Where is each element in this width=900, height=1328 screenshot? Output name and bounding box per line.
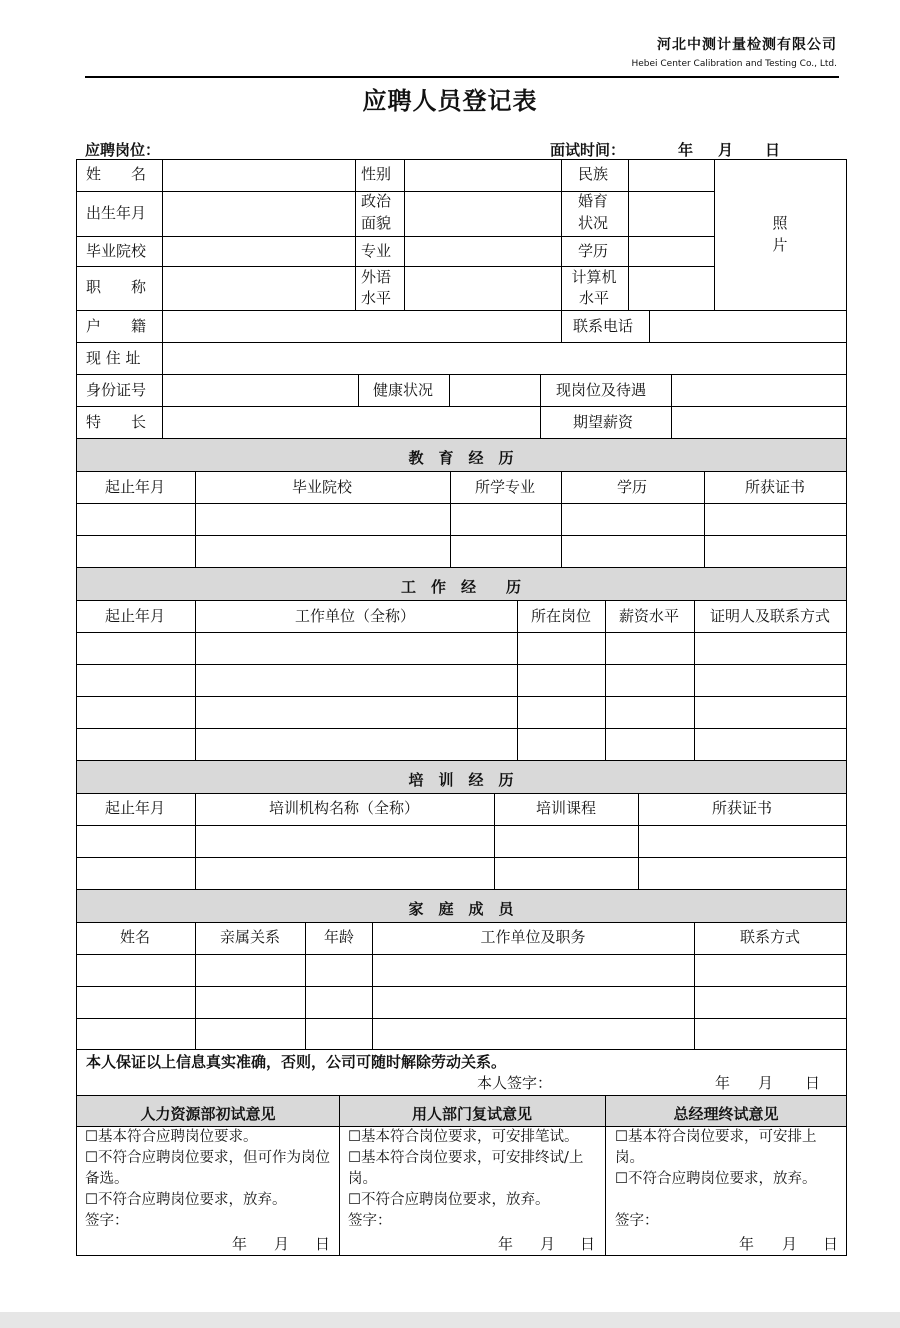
- label-major: 专业: [361, 242, 392, 260]
- dept-option-2[interactable]: ☐基本符合岗位要求，可安排终试/上岗。: [348, 1150, 584, 1187]
- fam-col-name: 姓名: [119, 928, 151, 946]
- interview-time: [550, 139, 625, 160]
- label-current-job: 现岗位及待遇: [556, 381, 647, 399]
- train-col-institution: 培训机构名称（全称）: [268, 799, 420, 817]
- gm-option-1[interactable]: ☐基本符合岗位要求，可安排上岗。: [615, 1129, 817, 1166]
- work-col-company: 工作单位（全称）: [294, 607, 416, 625]
- company-name-en: Hebei Center Calibration and Testing Co., Ltd.: [631, 59, 837, 69]
- position-label: 应聘岗位：: [85, 141, 161, 159]
- family-title: 家 庭 成 员: [408, 900, 514, 918]
- fam-col-age: 年龄: [323, 928, 355, 946]
- label-idcard: 身份证号: [86, 381, 147, 399]
- work-title: 工 作 经 历: [400, 578, 522, 596]
- work-col-salary: 薪资水平: [618, 607, 680, 625]
- hr-date-year: 年: [232, 1235, 248, 1253]
- label-health: 健康状况: [373, 381, 434, 399]
- dept-sign-label: 签字：: [348, 1213, 392, 1229]
- hr-option-3[interactable]: ☐不符合应聘岗位要求，放弃。: [85, 1192, 287, 1208]
- dept-option-1[interactable]: ☐基本符合岗位要求，可安排笔试。: [348, 1129, 579, 1145]
- label-lang-1: 外语: [361, 268, 392, 286]
- declaration-month: 月: [758, 1074, 774, 1092]
- declaration-signature: 本人签字：: [477, 1074, 553, 1092]
- label-specialty: 特 长: [86, 413, 147, 431]
- dept-date-year: 年: [498, 1235, 514, 1253]
- gm-date-year: 年: [739, 1235, 755, 1253]
- viewer-bottom-bar: [0, 1312, 900, 1328]
- declaration-year: 年: [715, 1074, 731, 1092]
- gm-opinion-options: [615, 1127, 843, 1232]
- hr-option-1[interactable]: ☐基本符合应聘岗位要求。: [85, 1129, 258, 1145]
- declaration-text: 本人保证以上信息真实准确，否则，公司可随时解除劳动关系。: [86, 1053, 507, 1071]
- label-gender: 性别: [361, 165, 392, 183]
- hr-date-month: 月: [274, 1235, 290, 1253]
- gm-date-day: 日: [823, 1235, 839, 1253]
- label-salary: 期望薪资: [573, 413, 634, 431]
- page-title: 应聘人员登记表: [362, 87, 538, 115]
- label-hukou: 户 籍: [86, 317, 147, 335]
- dept-date-month: 月: [540, 1235, 556, 1253]
- label-marital-2: 状况: [578, 214, 609, 232]
- photo-label-2: 片: [772, 236, 788, 254]
- dept-date-day: 日: [580, 1235, 596, 1253]
- label-name: 姓 名: [86, 165, 147, 183]
- edu-col-school: 毕业院校: [291, 478, 353, 496]
- gm-sign-label: 签字：: [615, 1213, 659, 1229]
- label-ethnicity: 民族: [578, 165, 609, 183]
- gm-opinion-title: 总经理终试意见: [673, 1105, 779, 1123]
- label-title: 职 称: [86, 278, 147, 296]
- hr-sign-label: 签字：: [85, 1213, 129, 1229]
- declaration-day: 日: [805, 1074, 821, 1092]
- edu-col-degree: 学历: [616, 478, 648, 496]
- training-title: 培 训 经 历: [408, 771, 514, 789]
- hr-opinion-title: 人力资源部初试意见: [140, 1105, 276, 1123]
- dept-opinion-title: 用人部门复试意见: [411, 1105, 533, 1123]
- label-computer-2: 水平: [578, 289, 610, 307]
- work-col-period: 起止年月: [104, 607, 166, 625]
- label-computer-1: 计算机: [571, 268, 617, 286]
- label-lang-2: 水平: [361, 289, 392, 307]
- photo-label-1: 照: [772, 214, 788, 232]
- dept-option-3[interactable]: ☐不符合应聘岗位要求，放弃。: [348, 1192, 550, 1208]
- label-marital-1: 婚育: [578, 192, 609, 210]
- education-title: 教 育 经 历: [408, 449, 514, 467]
- work-col-reference: 证明人及联系方式: [709, 607, 831, 625]
- label-political-2: 面貌: [361, 214, 392, 232]
- interview-month: 月: [718, 141, 734, 159]
- gm-option-2[interactable]: ☐不符合应聘岗位要求，放弃。: [615, 1171, 817, 1187]
- edu-col-major: 所学专业: [474, 478, 536, 496]
- header-rule: [85, 76, 839, 78]
- interview-year: 年: [678, 141, 694, 159]
- interview-day: 日: [765, 141, 781, 159]
- label-political-1: 政治: [361, 192, 392, 210]
- label-phone: 联系电话: [573, 317, 634, 335]
- train-col-period: 起止年月: [104, 799, 166, 817]
- edu-col-period: 起止年月: [104, 478, 166, 496]
- edu-col-cert: 所获证书: [744, 478, 806, 496]
- label-address: 现 住 址: [86, 349, 141, 367]
- fam-col-relation: 亲属关系: [219, 928, 281, 946]
- registration-form-table: [76, 159, 847, 1256]
- fam-col-workplace: 工作单位及职务: [480, 928, 586, 946]
- gm-date-month: 月: [782, 1235, 798, 1253]
- company-header: [631, 34, 837, 69]
- label-birth: 出生年月: [86, 204, 147, 222]
- company-name-cn: 河北中测计量检测有限公司: [657, 37, 837, 53]
- hr-opinion-options: [85, 1127, 335, 1232]
- interview-label: 面试时间：: [550, 141, 626, 159]
- hr-date-day: 日: [315, 1235, 331, 1253]
- hr-option-2[interactable]: ☐不符合应聘岗位要求，但可作为岗位备选。: [85, 1150, 330, 1187]
- label-degree: 学历: [578, 242, 609, 260]
- fam-col-contact: 联系方式: [739, 928, 801, 946]
- work-col-post: 所在岗位: [530, 607, 592, 625]
- dept-opinion-options: [348, 1127, 600, 1232]
- train-col-cert: 所获证书: [711, 799, 773, 817]
- train-col-course: 培训课程: [535, 799, 597, 817]
- label-school: 毕业院校: [86, 242, 147, 260]
